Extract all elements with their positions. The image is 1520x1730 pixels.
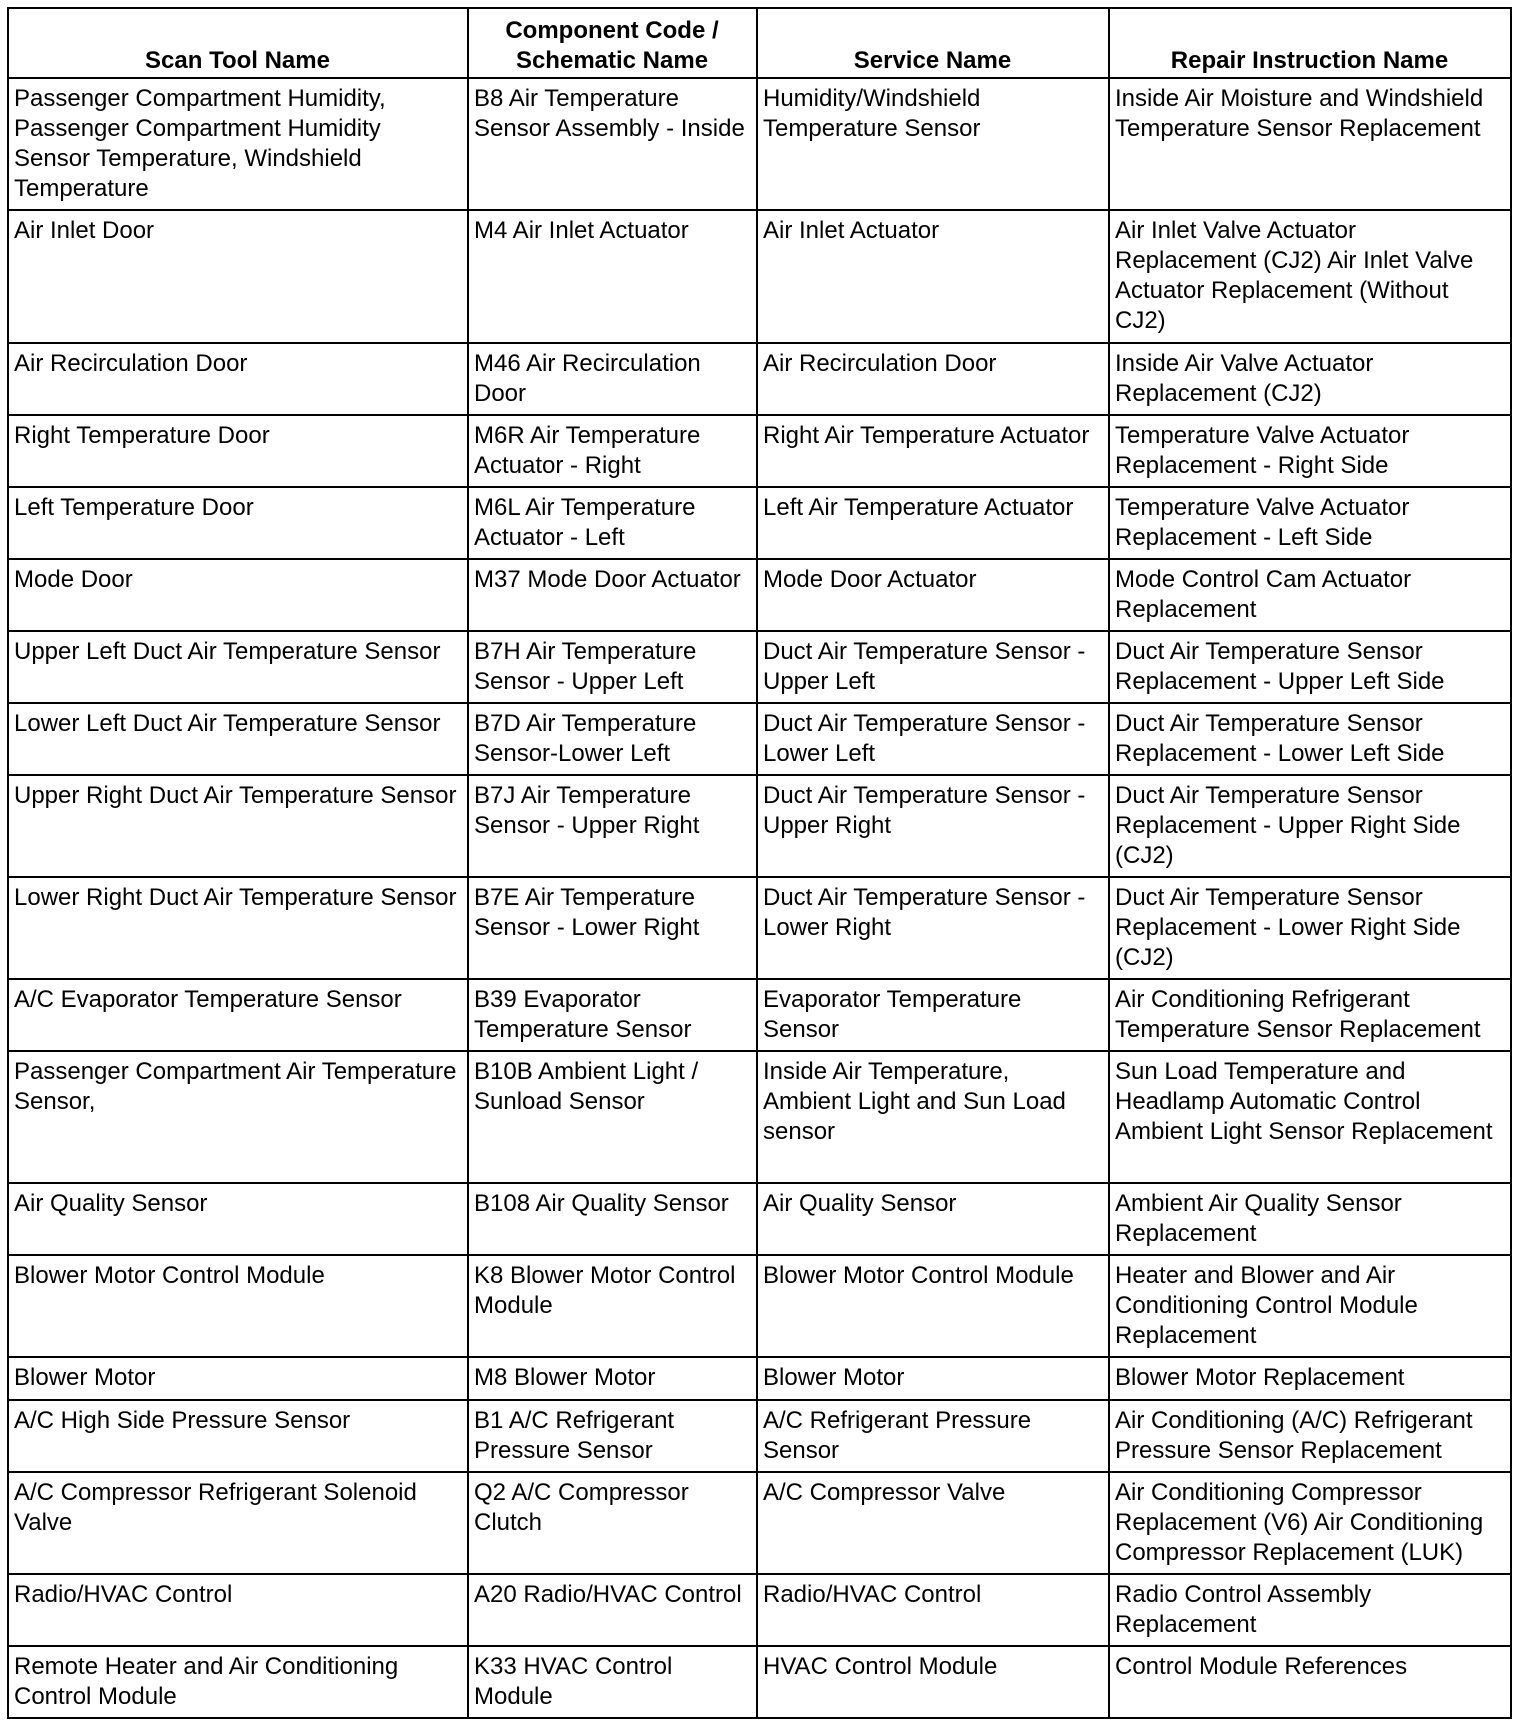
scan-tool-name-cell: Left Temperature Door — [8, 487, 468, 559]
scan-tool-name-cell: A/C Compressor Refrigerant Solenoid Valve — [8, 1472, 468, 1574]
scan-tool-name-cell: Blower Motor Control Module — [8, 1255, 468, 1357]
repair-instruction-cell: Duct Air Temperature Sensor Replacement - Upper Right Side (CJ2) — [1109, 775, 1511, 877]
table-row — [8, 1255, 1511, 1357]
scan-tool-name-cell: Upper Left Duct Air Temperature Sensor — [8, 631, 468, 703]
table-row — [8, 1357, 1511, 1400]
table-row — [8, 631, 1511, 703]
component-code-cell: B7J Air Temperature Sensor - Upper Right — [468, 775, 757, 877]
service-name-cell: Right Air Temperature Actuator — [757, 415, 1109, 487]
service-name-cell: Air Inlet Actuator — [757, 210, 1109, 343]
service-name-cell: HVAC Control Module — [757, 1646, 1109, 1718]
scan-tool-name-cell: Radio/HVAC Control — [8, 1574, 468, 1646]
scan-tool-name-cell: A/C High Side Pressure Sensor — [8, 1400, 468, 1472]
service-name-cell: Blower Motor — [757, 1357, 1109, 1400]
repair-instruction-cell: Radio Control Assembly Replacement — [1109, 1574, 1511, 1646]
repair-instruction-cell: Duct Air Temperature Sensor Replacement - Upper Left Side — [1109, 631, 1511, 703]
component-code-cell: B10B Ambient Light / Sunload Sensor — [468, 1051, 757, 1183]
repair-instruction-cell: Mode Control Cam Actuator Replacement — [1109, 559, 1511, 631]
service-name-cell: Air Recirculation Door — [757, 343, 1109, 415]
scan-tool-name-cell: Mode Door — [8, 559, 468, 631]
component-code-cell: B7H Air Temperature Sensor - Upper Left — [468, 631, 757, 703]
service-name-cell: Blower Motor Control Module — [757, 1255, 1109, 1357]
scan-tool-name-cell: Air Quality Sensor — [8, 1183, 468, 1255]
repair-instruction-cell: Control Module References — [1109, 1646, 1511, 1718]
component-code-cell: K33 HVAC Control Module — [468, 1646, 757, 1718]
service-name-cell: Duct Air Temperature Sensor - Lower Left — [757, 703, 1109, 775]
table-row — [8, 1400, 1511, 1472]
scan-tool-name-cell: Lower Right Duct Air Temperature Sensor — [8, 877, 468, 979]
component-code-cell: B108 Air Quality Sensor — [468, 1183, 757, 1255]
scan-tool-name-cell: Upper Right Duct Air Temperature Sensor — [8, 775, 468, 877]
table-row — [8, 877, 1511, 979]
table-row — [8, 343, 1511, 415]
component-code-cell: M37 Mode Door Actuator — [468, 559, 757, 631]
repair-instruction-cell: Heater and Blower and Air Conditioning Control Module Replacement — [1109, 1255, 1511, 1357]
repair-instruction-cell: Air Inlet Valve Actuator Replacement (CJ2) Air Inlet Valve Actuator Replacement (Without CJ2) — [1109, 210, 1511, 343]
component-code-cell: Q2 A/C Compressor Clutch — [468, 1472, 757, 1574]
table-row — [8, 559, 1511, 631]
repair-instruction-cell: Duct Air Temperature Sensor Replacement - Lower Right Side (CJ2) — [1109, 877, 1511, 979]
scan-tool-name-cell: Remote Heater and Air Conditioning Control Module — [8, 1646, 468, 1718]
scan-tool-name-cell: Air Recirculation Door — [8, 343, 468, 415]
scan-tool-name-cell: Passenger Compartment Humidity, Passenger Compartment Humidity Sensor Temperature, Windshield Temperature — [8, 78, 468, 210]
service-name-cell: Inside Air Temperature, Ambient Light and Sun Load sensor — [757, 1051, 1109, 1183]
header-repair-instruction-name: Repair Instruction Name — [1109, 8, 1511, 78]
repair-instruction-cell: Sun Load Temperature and Headlamp Automatic Control Ambient Light Sensor Replacement — [1109, 1051, 1511, 1183]
repair-instruction-cell: Air Conditioning Compressor Replacement (V6) Air Conditioning Compressor Replacement (LUK) — [1109, 1472, 1511, 1574]
component-code-cell: B1 A/C Refrigerant Pressure Sensor — [468, 1400, 757, 1472]
table-row — [8, 1646, 1511, 1718]
scan-tool-name-cell: A/C Evaporator Temperature Sensor — [8, 979, 468, 1051]
repair-instruction-cell: Air Conditioning Refrigerant Temperature Sensor Replacement — [1109, 979, 1511, 1051]
header-service-name: Service Name — [757, 8, 1109, 78]
repair-instruction-cell: Inside Air Valve Actuator Replacement (CJ2) — [1109, 343, 1511, 415]
service-name-cell: Duct Air Temperature Sensor - Upper Left — [757, 631, 1109, 703]
service-name-cell: A/C Compressor Valve — [757, 1472, 1109, 1574]
component-code-cell: M46 Air Recirculation Door — [468, 343, 757, 415]
table-row — [8, 1574, 1511, 1646]
table-row — [8, 703, 1511, 775]
service-name-cell: Evaporator Temperature Sensor — [757, 979, 1109, 1051]
table-row — [8, 210, 1511, 343]
service-name-cell: Air Quality Sensor — [757, 1183, 1109, 1255]
header-component-code: Component Code / Schematic Name — [468, 8, 757, 78]
table-row — [8, 415, 1511, 487]
component-code-cell: M6L Air Temperature Actuator - Left — [468, 487, 757, 559]
scan-tool-name-cell: Passenger Compartment Air Temperature Sensor, — [8, 1051, 468, 1183]
service-name-cell: A/C Refrigerant Pressure Sensor — [757, 1400, 1109, 1472]
table-row — [8, 1183, 1511, 1255]
header-scan-tool-name: Scan Tool Name — [8, 8, 468, 78]
component-code-cell: B7D Air Temperature Sensor-Lower Left — [468, 703, 757, 775]
component-code-cell: M8 Blower Motor — [468, 1357, 757, 1400]
table-row — [8, 78, 1511, 210]
service-name-cell: Humidity/Windshield Temperature Sensor — [757, 78, 1109, 210]
repair-instruction-cell: Temperature Valve Actuator Replacement - Right Side — [1109, 415, 1511, 487]
repair-instruction-cell: Blower Motor Replacement — [1109, 1357, 1511, 1400]
component-code-cell: B8 Air Temperature Sensor Assembly - Inside — [468, 78, 757, 210]
repair-instruction-cell: Ambient Air Quality Sensor Replacement — [1109, 1183, 1511, 1255]
component-code-cell: M6R Air Temperature Actuator - Right — [468, 415, 757, 487]
header-row — [8, 8, 1511, 78]
component-code-cell: M4 Air Inlet Actuator — [468, 210, 757, 343]
component-code-cell: B39 Evaporator Temperature Sensor — [468, 979, 757, 1051]
repair-instruction-cell: Inside Air Moisture and Windshield Temperature Sensor Replacement — [1109, 78, 1511, 210]
component-code-cell: B7E Air Temperature Sensor - Lower Right — [468, 877, 757, 979]
scan-tool-name-cell: Blower Motor — [8, 1357, 468, 1400]
table-row — [8, 979, 1511, 1051]
table-row — [8, 1472, 1511, 1574]
component-code-cell: K8 Blower Motor Control Module — [468, 1255, 757, 1357]
table-row — [8, 487, 1511, 559]
repair-instruction-cell: Duct Air Temperature Sensor Replacement - Lower Left Side — [1109, 703, 1511, 775]
scan-tool-name-cell: Lower Left Duct Air Temperature Sensor — [8, 703, 468, 775]
service-name-cell: Duct Air Temperature Sensor - Lower Right — [757, 877, 1109, 979]
component-code-cell: A20 Radio/HVAC Control — [468, 1574, 757, 1646]
table-row — [8, 1051, 1511, 1183]
service-name-cell: Left Air Temperature Actuator — [757, 487, 1109, 559]
repair-instruction-cell: Air Conditioning (A/C) Refrigerant Pressure Sensor Replacement — [1109, 1400, 1511, 1472]
scan-tool-name-cell: Right Temperature Door — [8, 415, 468, 487]
service-name-cell: Radio/HVAC Control — [757, 1574, 1109, 1646]
service-name-cell: Mode Door Actuator — [757, 559, 1109, 631]
service-name-cell: Duct Air Temperature Sensor - Upper Right — [757, 775, 1109, 877]
table-row — [8, 775, 1511, 877]
repair-instruction-cell: Temperature Valve Actuator Replacement - Left Side — [1109, 487, 1511, 559]
component-reference-table — [7, 7, 1512, 1719]
scan-tool-name-cell: Air Inlet Door — [8, 210, 468, 343]
